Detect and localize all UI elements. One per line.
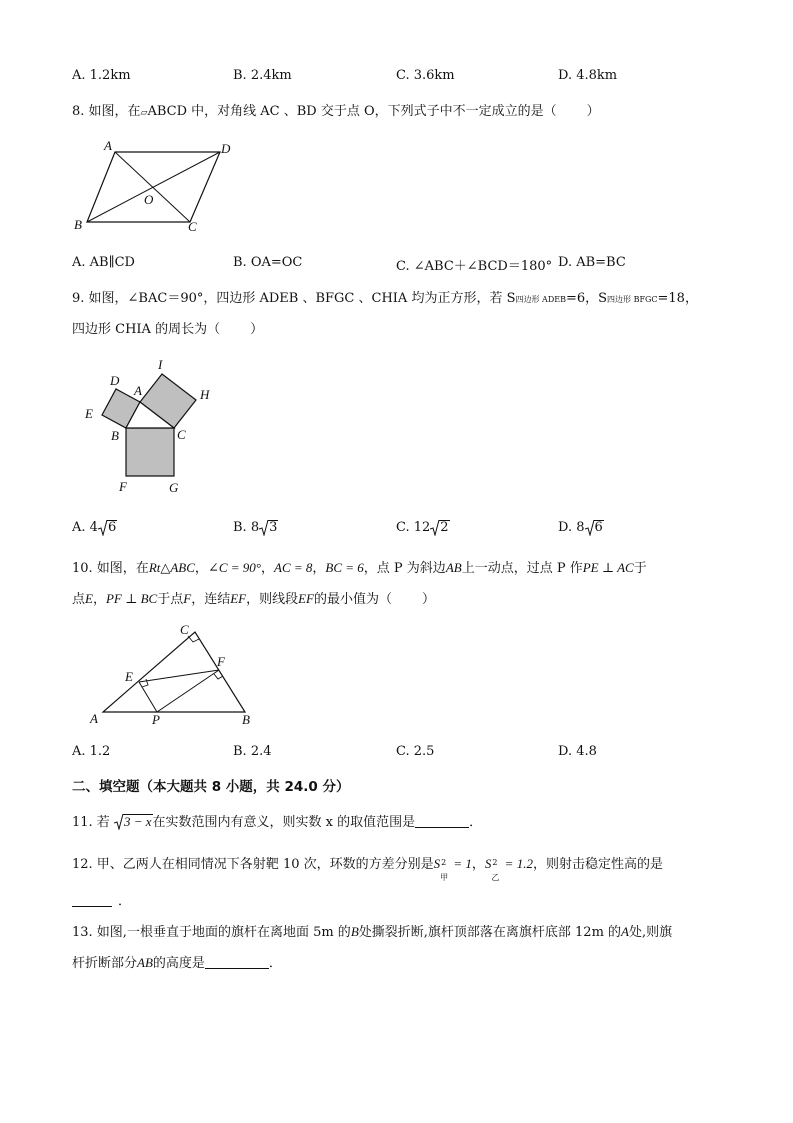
section-heading-fill-in: 二、填空题（本大题共 8 小题，共 24.0 分） xyxy=(72,779,350,795)
q10-text: 点 xyxy=(72,592,86,607)
q12-comma: ， xyxy=(471,857,485,872)
sqrt-sign xyxy=(430,520,449,535)
q9-option-d xyxy=(558,520,604,535)
q8-stem xyxy=(72,100,600,119)
sqrt-sign xyxy=(98,520,117,535)
q10-math-ac: AC = 8 xyxy=(274,560,313,575)
q9-option-c-prefix: C. 12 xyxy=(396,520,431,535)
q11-radicand: 3 − x xyxy=(123,814,152,829)
q9-text-a: 9. 如图，∠BAC＝90°，四边形 ADEB 、BFGC 、CHIA 均为正方形，若 S xyxy=(72,291,516,306)
label-b: B xyxy=(242,712,250,727)
diagonal-bd xyxy=(87,152,220,222)
q10-text: 上一动点，过点 P 作 xyxy=(461,561,583,576)
q11-text-a: 11. 若 xyxy=(72,815,110,830)
q8-option-c: C. ∠ABC＋∠BCD＝180° xyxy=(396,259,553,274)
q7-option-d: D. 4.8km xyxy=(558,68,618,83)
q10-text: 的最小值为（ xyxy=(314,592,393,607)
q10-math-ef: EF xyxy=(298,591,314,606)
label-a: A xyxy=(90,711,98,726)
parallelogram-symbol: ▱ xyxy=(140,108,148,118)
q10-math-triangle: Rt△ABC xyxy=(148,560,195,575)
q13-segment-ab: AB xyxy=(137,955,153,970)
q10-math-ab: AB xyxy=(445,560,462,575)
q11-end: ． xyxy=(469,815,483,830)
sqrt-sign xyxy=(259,520,278,535)
q9-stem-line2 xyxy=(72,318,263,337)
variance-sup: 2 xyxy=(492,858,498,867)
q13-end: ． xyxy=(268,956,282,971)
q10-option-a: A. 1.2 xyxy=(72,744,111,759)
q10-text: 于 xyxy=(633,561,647,576)
q10-text: ，连结 xyxy=(191,592,231,607)
label-p: P xyxy=(152,712,160,727)
label-b: B xyxy=(111,428,119,443)
q13-answer-blank[interactable] xyxy=(205,956,269,969)
variance-sub-yi: 乙 xyxy=(491,873,500,882)
q9-option-a-radicand: 6 xyxy=(107,520,117,535)
q8-stem-part-b: ABCD 中，对角线 AC 、BD 交于点 O，下列式子中不一定成立的是（ xyxy=(147,104,557,119)
variance-yi-value: = 1.2 xyxy=(501,856,533,871)
q9-option-c-radicand: 2 xyxy=(440,520,449,535)
q7-option-a: A. 1.2km xyxy=(72,68,131,83)
q10-stem-line2 xyxy=(72,588,435,607)
q9-option-a xyxy=(72,520,117,535)
q10-stem-line1 xyxy=(72,557,647,576)
q13-text-c: 处撕裂折断,旗杆顶部落在离旗杆底部 12m 的 xyxy=(358,925,622,940)
q10-text: 于点 xyxy=(157,592,184,607)
q9-sub-bfgc: 四边形 BFGC xyxy=(607,295,658,304)
segment-pe xyxy=(139,682,157,712)
q9-text-b: =6，S xyxy=(565,291,608,306)
label-f: F xyxy=(217,654,225,669)
q10-math-e: E xyxy=(85,591,93,606)
variance-s-yi: S xyxy=(484,856,492,871)
q12-stem-line1 xyxy=(72,853,663,882)
q9-option-d-prefix: D. 8 xyxy=(558,520,585,535)
q10-option-c: C. 2.5 xyxy=(396,744,435,759)
q10-text: ，则线段 xyxy=(246,592,299,607)
q8-figure-parallelogram xyxy=(70,136,245,236)
q9-sub-adeb: 四边形 ADEB xyxy=(515,295,566,304)
q10-math-pf-perp-bc: PF ⊥ BC xyxy=(105,591,158,606)
q9-option-a-prefix: A. 4 xyxy=(72,520,98,535)
q8-stem-part-c: ） xyxy=(586,104,600,119)
q9-option-b-radicand: 3 xyxy=(269,520,278,535)
label-g: G xyxy=(169,480,179,495)
q8-option-b: B. OA=OC xyxy=(233,255,303,270)
q12-text-b: ，则射击稳定性高的是 xyxy=(532,857,663,872)
q10-figure-right-triangle xyxy=(85,620,270,730)
q8-option-d: D. AB=BC xyxy=(558,255,626,270)
sqrt-sign xyxy=(114,814,153,830)
variance-sup: 2 xyxy=(441,858,447,867)
sqrt-sign xyxy=(585,520,604,535)
q9-text-c: =18， xyxy=(657,291,698,306)
q10-math-angle-c: ∠C = 90° xyxy=(207,560,261,575)
q10-text: ， xyxy=(312,561,326,576)
label-c: C xyxy=(177,427,186,442)
q13-text-line2c: 的高度是 xyxy=(152,956,205,971)
label-i: I xyxy=(158,357,163,372)
q9-figure-squares xyxy=(80,352,225,497)
label-c: C xyxy=(188,219,197,234)
variance-jia-value: = 1 xyxy=(450,856,472,871)
right-angle-mark-e xyxy=(142,679,148,687)
label-d: D xyxy=(221,141,231,156)
q13-point-a: A xyxy=(621,924,629,939)
q13-stem-line2 xyxy=(72,952,282,971)
q10-text: ） xyxy=(422,592,436,607)
q9-option-d-radicand: 6 xyxy=(594,520,603,535)
q10-option-b: B. 2.4 xyxy=(233,744,272,759)
q7-option-c: C. 3.6km xyxy=(396,68,455,83)
q8-option-a: A. AB∥CD xyxy=(72,255,135,270)
q10-text: 10. 如图，在 xyxy=(72,561,149,576)
q7-option-b: B. 2.4km xyxy=(233,68,292,83)
q13-stem-line1 xyxy=(72,921,672,940)
q13-text-e: 处,则旗 xyxy=(629,925,673,940)
label-a: A xyxy=(134,383,142,398)
segment-pf xyxy=(157,670,219,712)
q12-stem-line2 xyxy=(72,890,131,909)
q12-end: ． xyxy=(118,894,132,909)
q10-text: ， xyxy=(194,561,208,576)
label-f: F xyxy=(119,479,127,494)
label-e: E xyxy=(125,669,133,684)
q10-option-d: D. 4.8 xyxy=(558,744,597,759)
q13-text-line2a: 杆折断部分 xyxy=(72,956,138,971)
q11-text-b: 在实数范围内有意义，则实数 x 的取值范围是 xyxy=(152,815,416,830)
q9-option-b xyxy=(233,520,278,535)
q9-text-line2-end: ） xyxy=(250,322,264,337)
q10-math-pe-perp-ac: PE ⊥ AC xyxy=(582,560,634,575)
q10-math-bc: BC = 6 xyxy=(325,560,364,575)
q10-math-f: F xyxy=(183,591,192,606)
q13-point-b: B xyxy=(350,924,359,939)
q9-option-b-prefix: B. 8 xyxy=(233,520,260,535)
q10-text: ， xyxy=(92,592,106,607)
q9-option-c xyxy=(396,520,450,535)
square-bfgc xyxy=(126,428,174,476)
label-b: B xyxy=(74,217,82,232)
segment-ef xyxy=(139,670,219,682)
q10-math-ef: EF xyxy=(230,591,247,606)
q9-stem-line1 xyxy=(72,287,698,306)
variance-s-jia: S xyxy=(433,856,441,871)
q9-text-line2: 四边形 CHIA 的周长为（ xyxy=(72,322,221,337)
label-c: C xyxy=(180,622,189,637)
q8-stem-part-a: 8. 如图，在 xyxy=(72,104,141,119)
label-o: O xyxy=(144,192,154,207)
q12-text-a: 12. 甲、乙两人在相同情况下各射靶 10 次，环数的方差分别是 xyxy=(72,857,434,872)
q13-text-a: 13. 如图,一根垂直于地面的旗杆在离地面 5m 的 xyxy=(72,925,351,940)
q11-stem xyxy=(72,811,482,830)
label-d: D xyxy=(110,373,120,388)
label-e: E xyxy=(85,406,93,421)
variance-sub-jia: 甲 xyxy=(440,873,449,882)
q11-answer-blank[interactable] xyxy=(415,815,469,828)
q10-text: ，点 P 为斜边 xyxy=(363,561,446,576)
label-h: H xyxy=(200,387,210,402)
label-a: A xyxy=(104,138,112,153)
q12-answer-blank[interactable] xyxy=(72,894,112,907)
q10-text: ， xyxy=(260,561,274,576)
